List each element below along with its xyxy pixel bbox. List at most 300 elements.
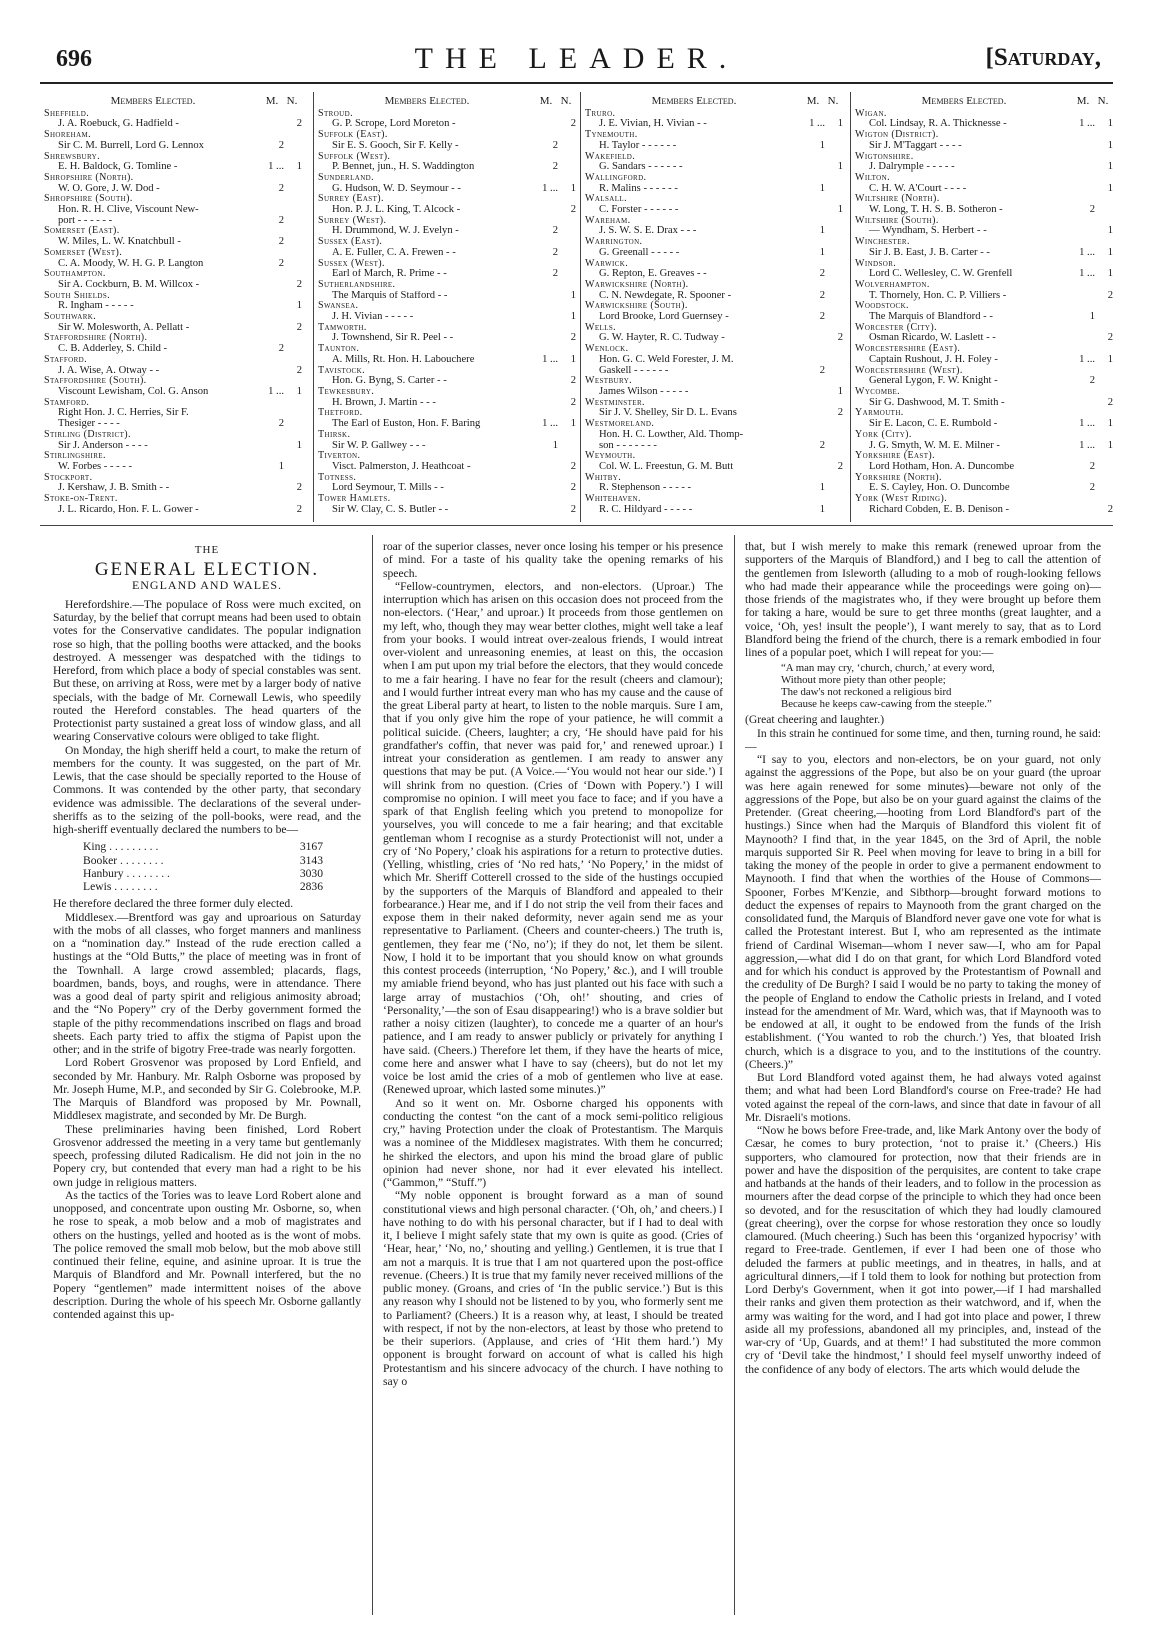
constituency-name: South Shields. bbox=[44, 289, 111, 301]
constituency-name: Tavistock. bbox=[318, 364, 365, 376]
non-ministerial-count: 2 bbox=[296, 278, 302, 290]
constituency-row bbox=[855, 237, 1113, 248]
constituency-row bbox=[318, 173, 576, 184]
constituency-name: Shrewsbury. bbox=[44, 150, 101, 162]
constituency-row bbox=[318, 130, 576, 141]
constituency-row bbox=[585, 419, 843, 430]
ministerial-count: 2 bbox=[819, 364, 825, 376]
constituency-name: Warwickshire (North). bbox=[585, 278, 689, 290]
paragraph-group bbox=[745, 713, 1101, 1376]
constituency-row bbox=[318, 259, 576, 270]
constituency-row bbox=[585, 344, 843, 355]
members-elected: General Lygon, F. W. Knight - bbox=[869, 376, 998, 387]
ministerial-count: 1 bbox=[819, 503, 825, 515]
constituency-name: Shropshire (North). bbox=[44, 171, 134, 183]
member-row bbox=[585, 505, 843, 516]
constituency-name: Wigan. bbox=[855, 107, 887, 119]
non-ministerial-count: 2 bbox=[570, 482, 576, 494]
members-elected: Sir G. Dashwood, M. T. Smith - bbox=[869, 397, 1005, 408]
ministerial-count: 2 bbox=[552, 161, 558, 173]
members-elected: J. L. Ricardo, Hon. F. L. Gower - bbox=[58, 504, 199, 515]
non-ministerial-count: 1 bbox=[1107, 353, 1113, 365]
non-ministerial-count: 2 bbox=[296, 482, 302, 494]
members-elected: C. H. W. A'Court - - - - bbox=[869, 183, 967, 194]
article-column-2 bbox=[383, 540, 723, 1388]
page-number: 696 bbox=[56, 46, 92, 72]
constituency-row bbox=[855, 130, 1113, 141]
members-elected: C. N. Newdegate, R. Spooner - bbox=[599, 290, 732, 301]
non-ministerial-count: 1 bbox=[570, 182, 576, 194]
members-elected: Lord Seymour, T. Mills - - bbox=[332, 483, 444, 494]
non-ministerial-count: 1 bbox=[570, 311, 576, 323]
non-ministerial-count: 1 bbox=[1107, 246, 1113, 258]
paragraph: Herefordshire.—The populace of Ross were much excited, on Saturday, by the belief that corrupt means had been used to obtain votes for the Conservative candidates. The popular indignation rose so high, that the polling booths were attacked, and the books destroyed. A messenger was despatched with the tidings to Hereford, from which place a body of special constables was sent. But these, on arriving at Ross, were met by a larger body of native specials, with the badge of Mr. Cornewall Lewis, who speedily routed the Hereford constables. The head quarters of the Protectionist party sustained a great loss of window glass, and all wearing Conservative colours were obliged to take flight. bbox=[53, 597, 361, 744]
constituency-row bbox=[44, 430, 302, 441]
constituency-row bbox=[44, 152, 302, 163]
constituency-row bbox=[585, 451, 843, 462]
members-elected: A. E. Fuller, C. A. Frewen - - bbox=[332, 247, 456, 258]
members-elected: port - - - - - - bbox=[58, 215, 113, 226]
non-ministerial-count: 1 bbox=[837, 204, 843, 216]
non-ministerial-count: 1 bbox=[1107, 225, 1113, 237]
members-elected: T. Thornely, Hon. C. P. Villiers - bbox=[869, 290, 1007, 301]
constituency-row bbox=[44, 451, 302, 462]
constituency-name: Stoke-on-Trent. bbox=[44, 493, 118, 505]
members-elected: W. Long, T. H. S. B. Sotheron - bbox=[869, 205, 1003, 216]
non-ministerial-count: 2 bbox=[837, 407, 843, 419]
constituency-name: Truro. bbox=[585, 107, 616, 119]
non-ministerial-count: 2 bbox=[296, 118, 302, 130]
constituency-row bbox=[855, 408, 1113, 419]
constituency-name: Suffolk (West). bbox=[318, 150, 391, 162]
ministerial-count: 2 bbox=[1089, 204, 1095, 216]
constituency-name: Wiltshire (South). bbox=[855, 214, 939, 226]
constituency-name: Worcestershire (East). bbox=[855, 343, 961, 355]
non-ministerial-count: 1 bbox=[837, 161, 843, 173]
members-elected: Sir A. Cockburn, B. M. Willcox - bbox=[58, 279, 200, 290]
members-table-3 bbox=[585, 96, 843, 515]
ministerial-count: 2 bbox=[552, 139, 558, 151]
members-elected: James Wilson - - - - - bbox=[599, 386, 689, 397]
constituency-row bbox=[855, 430, 1113, 441]
constituency-name: Whitby. bbox=[585, 471, 622, 483]
members-elected: J. G. Smyth, W. M. E. Milner - bbox=[869, 440, 1000, 451]
members-table-2 bbox=[318, 96, 576, 515]
ministerial-count: 2 bbox=[1089, 460, 1095, 472]
constituency-name: Somerset (East). bbox=[44, 225, 120, 237]
members-elected: Hon. P. J. L. King, T. Alcock - bbox=[332, 205, 461, 216]
members-elected: Sir J. Anderson - - - - bbox=[58, 440, 148, 451]
constituency-name: Thetford. bbox=[318, 407, 363, 419]
paragraph: (Great cheering and laughter.) bbox=[745, 713, 885, 727]
constituency-row bbox=[44, 398, 302, 409]
constituency-name: Southwark. bbox=[44, 311, 97, 323]
non-ministerial-count: 1 bbox=[570, 289, 576, 301]
constituency-row bbox=[318, 237, 576, 248]
member-row bbox=[855, 355, 1113, 366]
constituency-row bbox=[318, 473, 576, 484]
member-row bbox=[585, 312, 843, 323]
constituency-row bbox=[318, 387, 576, 398]
paragraph: “My noble opponent is brought forward as a man of sound constitutional views and high personal character. (‘Oh, oh,’ and cheers.) I have nothing to do with his personal character, but if I had to deal with it, I believe I might safely state that my own is quite as good. (Cries of ‘Hear, hear,’ ‘No, no,’ shouting and yelling.) Gentlemen, it is true that I am not a marquis. It is true that I am not quartered upon the post-office revenue. (Cheers.) It is true that my family never received millions of the public money. (Groans, and cries of ‘In the public service.’) But is this any reason why I should not be listened to by you, who formerly sent me to Parliament? (Cheers.) It is a reason why, at least, I should be treated with respect, if not by the non-electors, at least by those who pretend to be their superiors. (Applause, and cries of ‘Hit them hard.’) My opponent is brought forward on account of what is called his high Protestantism and his sincere advocacy of the church. I have nothing to say o bbox=[383, 1189, 723, 1388]
members-elected: son - - - - - - - bbox=[599, 440, 657, 451]
article-kicker: THE bbox=[194, 544, 220, 556]
member-row bbox=[44, 408, 302, 419]
ministerial-count: 1 bbox=[819, 225, 825, 237]
members-elected: E. H. Baldock, G. Tomline - bbox=[58, 162, 178, 173]
constituency-name: Walsall. bbox=[585, 193, 627, 205]
non-ministerial-count: 2 bbox=[570, 396, 576, 408]
header-m: M. bbox=[265, 95, 279, 107]
non-ministerial-count: 1 bbox=[296, 439, 302, 451]
verse-line: The daw's not reckoned a religious bird bbox=[781, 686, 952, 699]
constituency-row bbox=[855, 280, 1113, 291]
constituency-row bbox=[855, 259, 1113, 270]
constituency-row bbox=[44, 109, 302, 120]
constituency-name: Stamford. bbox=[44, 396, 90, 408]
constituency-name: Westmoreland. bbox=[585, 418, 655, 430]
ministerial-count: 1 ... bbox=[1079, 439, 1095, 451]
member-row bbox=[44, 141, 302, 152]
constituency-row bbox=[585, 398, 843, 409]
constituency-name: Warwickshire (South). bbox=[585, 300, 688, 312]
candidate-name: Lewis . . . . . . . . bbox=[83, 880, 158, 893]
members-elected: Richard Cobden, E. B. Denison - bbox=[869, 504, 1010, 515]
verse-line: Because he keeps caw-cawing from the steeple.” bbox=[781, 698, 992, 711]
constituency-name: Sussex (East). bbox=[318, 236, 383, 248]
non-ministerial-count: 2 bbox=[296, 321, 302, 333]
constituency-name: Warwick. bbox=[585, 257, 629, 269]
constituency-name: Westminster. bbox=[585, 396, 645, 408]
constituency-name: Southampton. bbox=[44, 268, 106, 280]
members-elected: G. W. Hayter, R. C. Tudway - bbox=[599, 333, 725, 344]
member-row bbox=[585, 430, 843, 441]
column-divider bbox=[372, 535, 373, 1615]
constituency-name: Warrington. bbox=[585, 236, 643, 248]
constituency-row bbox=[44, 248, 302, 259]
constituency-row bbox=[855, 344, 1113, 355]
constituency-name: Tower Hamlets. bbox=[318, 493, 391, 505]
constituency-row bbox=[855, 451, 1113, 462]
constituency-name: Yorkshire (North). bbox=[855, 471, 942, 483]
constituency-row bbox=[44, 226, 302, 237]
ministerial-count: 2 bbox=[819, 439, 825, 451]
ministerial-count: 1 bbox=[552, 439, 558, 451]
ministerial-count: 1 ... bbox=[542, 353, 558, 365]
masthead: THE LEADER. bbox=[414, 42, 739, 75]
members-elected: Lord Brooke, Lord Guernsey - bbox=[599, 312, 729, 323]
constituency-row bbox=[318, 216, 576, 227]
constituency-name: Tiverton. bbox=[318, 450, 361, 462]
constituency-row bbox=[318, 451, 576, 462]
members-elected: W. Forbes - - - - - bbox=[58, 461, 133, 472]
non-ministerial-count: 1 bbox=[1107, 118, 1113, 130]
paragraph-group bbox=[53, 598, 361, 837]
non-ministerial-count: 1 bbox=[837, 118, 843, 130]
candidate-name: King . . . . . . . . . bbox=[83, 840, 159, 854]
non-ministerial-count: 1 bbox=[570, 418, 576, 430]
constituency-name: Stirlingshire. bbox=[44, 450, 106, 462]
ministerial-count: 1 ... bbox=[1079, 418, 1095, 430]
ministerial-count: 2 bbox=[278, 182, 284, 194]
members-elected: Hon. R. H. Clive, Viscount New- bbox=[58, 205, 199, 216]
constituency-name: Wells. bbox=[585, 321, 617, 333]
members-elected: G. P. Scrope, Lord Moreton - bbox=[332, 119, 456, 130]
constituency-name: Tynemouth. bbox=[585, 129, 638, 141]
constituency-name: Staffordshire (North). bbox=[44, 332, 148, 344]
constituency-row bbox=[585, 152, 843, 163]
members-elected: R. C. Hildyard - - - - - bbox=[599, 504, 693, 515]
members-elected: Right Hon. J. C. Herries, Sir F. bbox=[58, 408, 189, 419]
constituency-name: Suffolk (East). bbox=[318, 129, 388, 141]
members-elected: Sir W. P. Gallwey - - - bbox=[332, 440, 426, 451]
members-elected: Thesiger - - - - bbox=[58, 419, 120, 430]
constituency-row bbox=[585, 173, 843, 184]
member-row bbox=[318, 462, 576, 473]
constituency-row bbox=[318, 430, 576, 441]
constituency-row bbox=[318, 366, 576, 377]
constituency-name: Whitehaven. bbox=[585, 493, 641, 505]
constituency-name: Winchester. bbox=[855, 236, 910, 248]
paragraph: These preliminaries having been finished, Lord Robert Grosvenor addressed the meeting in a very tame but gentlemanly speech, professing diluted Radicalism. He did not join in the no Popery cry, but contended that every man had a right to be his own judge in religious matters. bbox=[53, 1122, 361, 1189]
members-elected: Sir W. Clay, C. S. Butler - - bbox=[332, 504, 449, 515]
article-title: GENERAL ELECTION. bbox=[94, 559, 320, 581]
constituency-name: Wakefield. bbox=[585, 150, 636, 162]
constituency-row bbox=[855, 473, 1113, 484]
members-elected: C. Forster - - - - - - bbox=[599, 205, 679, 216]
members-elected: H. Drummond, W. J. Evelyn - bbox=[332, 226, 459, 237]
members-elected: G. Sandars - - - - - - bbox=[599, 162, 683, 173]
non-ministerial-count: 2 bbox=[570, 332, 576, 344]
members-table-4 bbox=[855, 96, 1113, 515]
ministerial-count: 1 bbox=[819, 182, 825, 194]
ministerial-count: 2 bbox=[552, 246, 558, 258]
non-ministerial-count: 2 bbox=[570, 503, 576, 515]
constituency-name: Sunderland. bbox=[318, 171, 375, 183]
ministerial-count: 2 bbox=[278, 343, 284, 355]
members-elected: J. Dalrymple - - - - - bbox=[869, 162, 955, 173]
poll-row bbox=[83, 880, 323, 893]
constituency-row bbox=[44, 333, 302, 344]
member-row bbox=[855, 141, 1113, 152]
member-row bbox=[855, 505, 1113, 516]
constituency-row bbox=[318, 301, 576, 312]
header-label: Members Elected. bbox=[651, 95, 737, 107]
ministerial-count: 2 bbox=[819, 311, 825, 323]
tables-bottom-rule bbox=[40, 525, 1113, 526]
members-elected: C. A. Moody, W. H. G. P. Langton bbox=[58, 258, 204, 269]
paragraph-group bbox=[745, 540, 1101, 659]
header-label: Members Elected. bbox=[110, 95, 196, 107]
constituency-name: Thirsk. bbox=[318, 428, 351, 440]
members-elected: The Earl of Euston, Hon. F. Baring bbox=[332, 419, 481, 430]
candidate-name: Booker . . . . . . . . bbox=[83, 853, 164, 867]
members-elected: Osman Ricardo, W. Laslett - - bbox=[869, 333, 996, 344]
constituency-row bbox=[318, 280, 576, 291]
constituency-name: Wigtonshire. bbox=[855, 150, 914, 162]
constituency-row bbox=[855, 152, 1113, 163]
constituency-name: Sussex (West). bbox=[318, 257, 385, 269]
ministerial-count: 1 bbox=[1089, 311, 1095, 323]
members-elected: C. B. Adderley, S. Child - bbox=[58, 344, 168, 355]
members-elected: G. Greenall - - - - - bbox=[599, 247, 680, 258]
constituency-name: Yarmouth. bbox=[855, 407, 904, 419]
non-ministerial-count: 1 bbox=[1107, 418, 1113, 430]
members-elected: Col. Lindsay, R. A. Thicknesse - bbox=[869, 119, 1007, 130]
member-row bbox=[585, 248, 843, 259]
constituency-name: Sutherlandshire. bbox=[318, 278, 396, 290]
paragraph: “Fellow-countrymen, electors, and non-electors. (Uproar.) The interruption which has arisen on this occasion does not proceed from the non-electors. (‘Hear,’ and uproar.) It proceeds from those gentlemen on my left, who, though they may wear better clothes, might well take a leaf from your books. I would intreat over-zealous friends, I would intreat over-violent and unreasoning enemies, at least on this, the occasion when I am put upon my trial before the electors, that they would concede to me a fair hearing. I have no fear for the result (cheers and clamour); and I would further intreat every man who has my cause and the cause of the great Liberal party at heart, to listen to the noble marquis. Sure I am, that if you only give him the rope of your patience, he will commit a political suicide. (Cheers, laughter; a cry, ‘He should have paid for his grandfather's coffin, that never was paid for,’ and renewed uproar.) I intreat your consideration as gentlemen. I am ready to answer any questions that may be put. (A Voice.—‘You would not hear our side.’) I will shrink from no question. (Cries of ‘Down with Popery.’) I will compromise no opinion. I will meet you face to face; and if you have a spark of that English feeling which you pretend to monopolize for yourselves, you will concede to me a fair hearing; and that excitable gentleman whom I recognise as a sturdy Protectionist will not, under a cry of ‘No Popery,’ cloak his aspirations for a return to protective duties. (Yelling, whistling, cries of ‘No red hats,’ ‘No Popery,’ in the midst of which Mr. Sheriff Cotterell crossed to the side of the hustings occupied by the supporters of the Marquis of Blandford and appealed to their forbearance.) Hear me, and if I do not strip the veil from their faces and expose them in their naked deformity, never again send me as your representative to Parliament. (Cheers and counter-cheers.) The truth is, gentlemen, they fear me (‘No, no’); if they do not, let them be silent. Now, I hold it to be important that you should know on what grounds this contest proceeds (interruption, ‘No Popery,’ &c.), and I will trouble my amiable friend beyond, who has just planted out his face with such a large array of mustachios (‘Oh, oh!’ shouting, and cries of ‘Personality,’—the son of Esau disappearing!) who is a brave soldier but rather a noisy citizen (laughter), to concede me a quarter of an hour's patience, and I am ready to answer publicly or privately for anything I have said. (Cheers.) Therefore let them, if they have the hearts of mice, come here and answer what I have to say (cheers), but do not let my voice be lost amid the cries of a mob of gentlemen who live at ease. (Renewed uproar, which lasted some minutes.)” bbox=[383, 579, 723, 1097]
constituency-row bbox=[585, 109, 843, 120]
constituency-name: York (City). bbox=[855, 428, 912, 440]
constituency-name: Shoreham. bbox=[44, 129, 92, 141]
constituency-row bbox=[855, 109, 1113, 120]
candidate-votes: 3167 bbox=[299, 840, 323, 854]
members-elected: A. Mills, Rt. Hon. H. Labouchere bbox=[332, 354, 475, 365]
paragraph: Middlesex.—Brentford was gay and uproarious on Saturday with the mobs of all classes, who forget manners and manliness on a “nomination day.” Instead of the rude erection called a hustings at the “Old Butts,” the place of meeting was in front of the Townhall. A large crowd assembled; placards, flags, boardmen, bands, boys, and roughs, were in attendance. There was a good deal of party spirit and religious animosity abroad; and the “No Popery” cry of the Derby government formed the staple of the pithy recommendations inscribed on flags and broad sheets. Each party tried to affix the stigma of Papist upon the other; and in the strife of bigotry Free-trade was nearly forgotten. bbox=[53, 910, 361, 1056]
member-row bbox=[585, 355, 843, 366]
constituency-name: Yorkshire (East). bbox=[855, 450, 936, 462]
ministerial-count: 1 bbox=[819, 246, 825, 258]
non-ministerial-count: 1 bbox=[1107, 439, 1113, 451]
ministerial-count: 2 bbox=[552, 268, 558, 280]
constituency-row bbox=[585, 280, 843, 291]
constituency-name: Tamworth. bbox=[318, 321, 367, 333]
constituency-name: Shropshire (South). bbox=[44, 193, 133, 205]
column-divider bbox=[734, 535, 735, 1615]
constituency-row bbox=[44, 355, 302, 366]
article-column-3 bbox=[745, 540, 1101, 1376]
verse-quotation bbox=[781, 662, 1101, 710]
constituency-row bbox=[44, 473, 302, 484]
members-elected: J. E. Vivian, H. Vivian - - bbox=[599, 119, 707, 130]
member-row bbox=[585, 141, 843, 152]
member-row bbox=[855, 248, 1113, 259]
members-elected: R. Malins - - - - - - bbox=[599, 183, 678, 194]
table-header bbox=[585, 96, 843, 107]
constituency-row bbox=[318, 323, 576, 334]
constituency-row bbox=[855, 194, 1113, 205]
members-elected: Hon. G. C. Weld Forester, J. M. bbox=[599, 354, 734, 365]
members-elected: E. S. Cayley, Hon. O. Duncombe bbox=[869, 483, 1010, 494]
header-m: M. bbox=[806, 95, 820, 107]
constituency-row bbox=[318, 494, 576, 505]
header-m: M. bbox=[1076, 95, 1090, 107]
candidate-votes: 3143 bbox=[299, 853, 323, 867]
paragraph: Lord Robert Grosvenor was proposed by Lord Enfield, and seconded by Mr. Hanbury. Mr. Ralph Osborne was proposed by Mr. Joseph Hume, M.P., and seconded by Sir G. Colebrooke, M.P. The Marquis of Blandford was proposed by Mr. Pownall, Middlesex magistrate, and seconded by Mr. De Burgh. bbox=[53, 1056, 361, 1123]
members-elected: — Wyndham, S. Herbert - - bbox=[869, 226, 987, 237]
member-row bbox=[318, 248, 576, 259]
members-elected: J. H. Vivian - - - - - bbox=[332, 312, 414, 323]
constituency-name: Wigton (District). bbox=[855, 129, 939, 141]
members-elected: Hon. G. Byng, S. Carter - - bbox=[332, 376, 447, 387]
paragraph: On Monday, the high sheriff held a court, to make the return of members for the county. It was suggested, on the part of Mr. Lewis, that the case should be specially reported to the House of Commons. It was contended by the other party, that secondary evidence was admissible. The declarations of the several under-sheriffs as to the seizing of the poll-books, were read, and the high-sheriff eventually declared the numbers to be— bbox=[53, 743, 361, 836]
member-row bbox=[318, 141, 576, 152]
verse-line: Without more piety than other people; bbox=[781, 674, 946, 687]
ministerial-count: 2 bbox=[278, 236, 284, 248]
members-elected: R. Ingham - - - - - bbox=[58, 301, 134, 312]
paragraph: “Now he bows before Free-trade, and, like Mark Antony over the body of Cæsar, he comes to bury protection, ‘not to praise it.’ (Cheers.) His supporters, who clamoured for protection, now that their friends are in power and have the disposition of the perquisites, are content to take crape and hatbands at the hands of their leaders, and to follow in the procession as mourners after the dead corpse of the principle to which they had once been so devoted, and for the resuscitation of which they had loudly clamoured (great cheering), over the corpse for whose restoration they once so loudly clamoured. (Much cheering.) Such has been this ‘organized hypocrisy’ with regard to Free-trade. Gentlemen, if ever I had been one of those who deluded the farmers at public meetings, and in theatres, in halls, and at agricultural dinners,—if I told them to look for nothing but protection from Lord Derby's Government, when it got into power,—if I had marshalled their ranks and given them protection as their watchword, and if, when the army was waiting for the word, and I had got into place and power, I threw aside all my professions, abandoned all my principles, and, instead of the war-cry of ‘Up, Guards, and at them!’ I had substituted the more common cry of ‘Devil take the hindmost,’ I should feel myself unworthy indeed of the confidence of any body of electors. The arts which would delude the bbox=[745, 1124, 1101, 1376]
constituency-row bbox=[318, 109, 576, 120]
ministerial-count: 2 bbox=[552, 225, 558, 237]
constituency-row bbox=[585, 473, 843, 484]
member-row bbox=[855, 462, 1113, 473]
constituency-row bbox=[585, 494, 843, 505]
header-m: M. bbox=[539, 95, 553, 107]
ministerial-count: 2 bbox=[278, 139, 284, 151]
constituency-row bbox=[44, 494, 302, 505]
issue-day: [Saturday, bbox=[985, 44, 1101, 71]
paragraph: And so it went on. Mr. Osborne charged his opponents with conducting the contest “on the cant of a mock semi-politico religious cry,” having Protection under the cloak of Protestantism. The Marquis was a nominee of the Middlesex magistrates. With them he concurred; he shirked the electors, and upon his mind the broad glare of public opinion had never shone, nor had it ever elevated his intellect. (“Gammon,” “Stuff.”) bbox=[383, 1096, 723, 1189]
ministerial-count: 1 ... bbox=[809, 118, 825, 130]
members-elected: W. Miles, L. W. Knatchbull - bbox=[58, 237, 181, 248]
constituency-name: Worcestershire (West). bbox=[855, 364, 963, 376]
header-n: N. bbox=[1097, 95, 1109, 107]
constituency-row bbox=[585, 194, 843, 205]
constituency-name: Wycombe. bbox=[855, 385, 901, 397]
constituency-row bbox=[44, 173, 302, 184]
ministerial-count: 2 bbox=[819, 289, 825, 301]
members-elected: W. O. Gore, J. W. Dod - bbox=[58, 183, 160, 194]
ministerial-count: 1 bbox=[278, 460, 284, 472]
constituency-name: Wolverhampton. bbox=[855, 278, 930, 290]
constituency-row bbox=[318, 344, 576, 355]
members-elected: Sir E. S. Gooch, Sir F. Kelly - bbox=[332, 140, 459, 151]
candidate-name: Hanbury . . . . . . . . bbox=[83, 866, 170, 880]
ministerial-count: 1 ... bbox=[1079, 118, 1095, 130]
members-elected: Col. W. L. Freestun, G. M. Butt bbox=[599, 461, 734, 472]
constituency-name: Tewkesbury. bbox=[318, 385, 375, 397]
members-elected: H. Taylor - - - - - - bbox=[599, 140, 677, 151]
members-elected: The Marquis of Blandford - - bbox=[869, 312, 993, 323]
constituency-name: Wilton. bbox=[855, 171, 890, 183]
table-divider bbox=[580, 92, 581, 522]
constituency-name: Worcester (City). bbox=[855, 321, 938, 333]
ministerial-count: 2 bbox=[278, 257, 284, 269]
non-ministerial-count: 1 bbox=[296, 385, 302, 397]
constituency-row bbox=[855, 366, 1113, 377]
non-ministerial-count: 1 bbox=[296, 300, 302, 312]
constituency-row bbox=[855, 494, 1113, 505]
ministerial-count: 1 bbox=[819, 139, 825, 151]
non-ministerial-count: 2 bbox=[1107, 332, 1113, 344]
header-rule bbox=[40, 82, 1113, 84]
ministerial-count: 1 ... bbox=[1079, 353, 1095, 365]
table-header bbox=[44, 96, 302, 107]
members-elected: Viscount Lewisham, Col. G. Anson bbox=[58, 386, 209, 397]
constituency-name: Swansea. bbox=[318, 300, 359, 312]
constituency-row bbox=[44, 376, 302, 387]
ministerial-count: 1 ... bbox=[268, 385, 284, 397]
verse-line: “A man may cry, ‘church, church,’ at every word, bbox=[781, 662, 995, 675]
member-row bbox=[44, 205, 302, 216]
constituency-row bbox=[44, 194, 302, 205]
non-ministerial-count: 1 bbox=[296, 161, 302, 173]
non-ministerial-count: 1 bbox=[1107, 268, 1113, 280]
poll-row bbox=[83, 867, 323, 880]
header-n: N. bbox=[827, 95, 839, 107]
ministerial-count: 1 bbox=[819, 482, 825, 494]
poll-results bbox=[83, 840, 323, 893]
constituency-row bbox=[44, 269, 302, 280]
constituency-row bbox=[318, 152, 576, 163]
ministerial-count: 2 bbox=[1089, 375, 1095, 387]
members-elected: R. Stephenson - - - - - bbox=[599, 483, 692, 494]
non-ministerial-count: 2 bbox=[1107, 289, 1113, 301]
members-elected: J. Townshend, Sir R. Peel - - bbox=[332, 333, 454, 344]
members-elected: Captain Rushout, J. H. Foley - bbox=[869, 354, 998, 365]
table-header bbox=[318, 96, 576, 107]
